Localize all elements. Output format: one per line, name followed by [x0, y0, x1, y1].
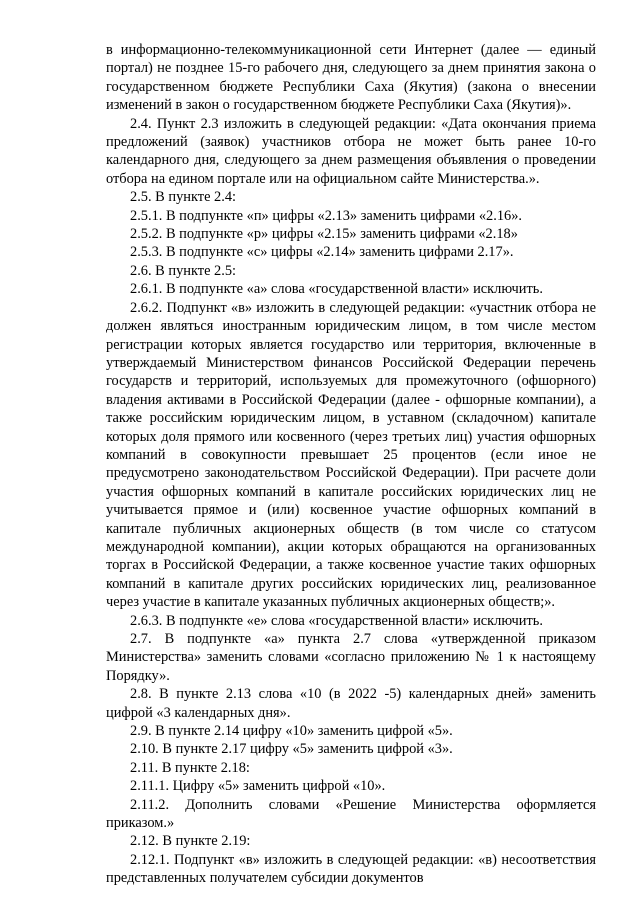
paragraph-2-4: 2.4. Пункт 2.3 изложить в следующей редакции: «Дата окончания приема предложений (заявок) участников отбора не может быть ранее 10-го календарного дня, следующего за днем размещения объявления о проведении отбора на едином портале или на официальном сайте Министерства.».	[106, 115, 596, 187]
paragraph-2-5-2: 2.5.2. В подпункте «р» цифры «2.15» заменить цифрами «2.18»	[130, 226, 518, 243]
paragraph-2-8: 2.8. В пункте 2.13 слова «10 (в 2022 -5) календарных дней» заменить цифрой «3 календарных дня».	[106, 686, 596, 721]
paragraph-2-10: 2.10. В пункте 2.17 цифру «5» заменить цифрой «3».	[130, 741, 453, 758]
paragraph-2-6-1: 2.6.1. В подпункте «а» слова «государственной власти» исключить.	[130, 281, 543, 298]
paragraph-2-6-2: 2.6.2. Подпункт «в» изложить в следующей редакции: «участник отбора не должен являться иностранным юридическим лицом, в том числе местом регистрации которых является государство или территория, включенные в утверждаемый Министерством финансов Российской Федерации перечень государств и территорий, используемых для промежуточного (офшорного) владения активами в Российской Федерации (далее - офшорные компании), а также российским юридическим лицом, в уставном (складочном) капитале которых доля прямого или косвенного (через третьих лиц) участия офшорных компаний в совокупности превышает 25 процентов (если иное не предусмотрено законодательством Российской Федерации). При расчете доли участия офшорных компаний в капитале российских юридических лиц не учитывается прямое и (или) косвенное участие офшорных компаний в капитале публичных акционерных обществ (в том числе со статусом международной компании), акции которых обращаются на организованных торгах в Российской Федерации, а также косвенное участие таких офшорных компаний в капитале других российских юридических лиц, реализованное через участие в капитале указанных публичных акционерных обществ;».	[106, 299, 596, 611]
paragraph-2-11-1: 2.11.1. Цифру «5» заменить цифрой «10».	[130, 778, 386, 795]
paragraph-2-11-2: 2.11.2. Дополнить словами «Решение Министерства оформляется приказом.»	[106, 796, 596, 832]
paragraph-continuation: в информационно-телекоммуникационной сети Интернет (далее — единый портал) не позднее 15-го рабочего дня, следующего за днем принятия закона о государственном бюджете Республики Саха (Якутия) (закона о внесении изменений в закон о государственном бюджете Республики Саха (Якутия)».	[106, 42, 596, 114]
paragraph-2-6: 2.6. В пункте 2.5:	[130, 262, 237, 279]
paragraph-2-5-1: 2.5.1. В подпункте «п» цифры «2.13» заменить цифрами «2.16».	[130, 207, 523, 224]
paragraph-2-7: 2.7. В подпункте «а» пункта 2.7 слова «утвержденной приказом Министерства» заменить словами «согласно приложению № 1 к настоящему Порядку».	[106, 631, 596, 684]
paragraph-2-6-3: 2.6.3. В подпункте «е» слова «государственной власти» исключить.	[130, 612, 543, 629]
paragraph-2-9: 2.9. В пункте 2.14 цифру «10» заменить цифрой «5».	[130, 723, 453, 740]
paragraph-2-11: 2.11. В пункте 2.18:	[130, 759, 250, 776]
paragraph-2-5: 2.5. В пункте 2.4:	[130, 189, 237, 206]
paragraph-2-12: 2.12. В пункте 2.19:	[130, 833, 251, 850]
paragraph-2-12-1: 2.12.1. Подпункт «в» изложить в следующей редакции: «в) несоответствия представленных получателем субсидии документов	[106, 851, 596, 887]
paragraph-2-5-3: 2.5.3. В подпункте «с» цифры «2.14» заменить цифрами 2.17».	[130, 244, 514, 261]
document-page	[106, 41, 596, 888]
